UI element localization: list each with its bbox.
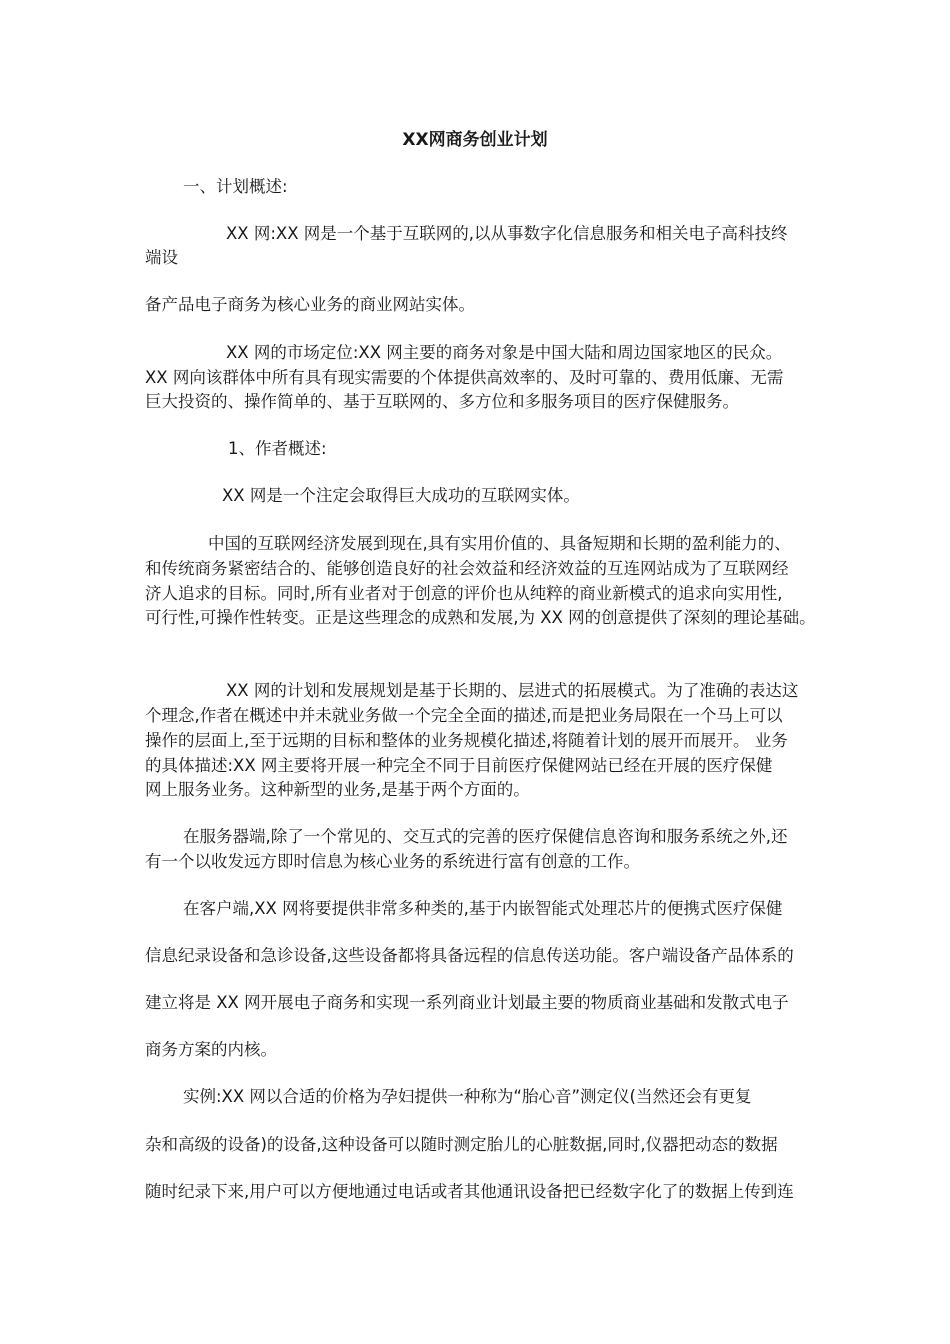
paragraph-line: 在客户端,XX 网将要提供非常多种类的,基于内嵌智能式处理芯片的便携式医疗保健 — [183, 899, 783, 918]
document-title: XX网商务创业计划 — [402, 130, 548, 150]
section-heading: 1、作者概述: — [228, 439, 327, 458]
paragraph-line: 随时纪录下来,用户可以方便地通过电话或者其他通讯设备把已经数字化了的数据上传到连 — [145, 1182, 794, 1201]
paragraph-line: XX 网的市场定位:XX 网主要的商务对象是中国大陆和周边国家地区的民众。 — [226, 343, 783, 362]
paragraph-line: 巨大投资的、操作简单的、基于互联网的、多方位和多服务项目的医疗保健服务。 — [145, 392, 739, 411]
paragraph-line: 商务方案的内核。 — [145, 1040, 277, 1059]
paragraph-line: 和传统商务紧密结合的、能够创造良好的社会效益和经济效益的互连网站成为了互联网经 — [145, 559, 789, 578]
paragraph-line: XX 网向该群体中所有具有现实需要的个体提供高效率的、及时可靠的、费用低廉、无需 — [145, 368, 784, 387]
section-heading: 一、计划概述: — [183, 177, 288, 196]
paragraph-line: 在服务器端,除了一个常见的、交互式的完善的医疗保健信息咨询和服务系统之外,还 — [183, 827, 788, 846]
paragraph-line: 实例:XX 网以合适的价格为孕妇提供一种称为“胎心音”测定仪(当然还会有更复 — [183, 1087, 752, 1106]
paragraph-line: 中国的互联网经济发展到现在,具有实用价值的、具备短期和长期的盈利能力的、 — [208, 534, 791, 553]
paragraph-line: 端设 — [145, 248, 178, 267]
paragraph-line: XX 网:XX 网是一个基于互联网的,以从事数字化信息服务和相关电子高科技终 — [226, 224, 788, 243]
paragraph-line: 操作的层面上,至于远期的目标和整体的业务规模化描述,将随着计划的展开而展开。 业务 — [145, 731, 788, 750]
paragraph-line: 济人追求的目标。同时,所有业者对于创意的评价也从纯粹的商业新模式的追求向实用性, — [145, 584, 783, 603]
paragraph-line: 有一个以收发远方即时信息为核心业务的系统进行富有创意的工作。 — [145, 852, 640, 871]
paragraph-line: 网上服务业务。这种新型的业务,是基于两个方面的。 — [145, 780, 530, 799]
paragraph-line: 的具体描述:XX 网主要将开展一种完全不同于目前医疗保健网站已经在开展的医疗保健 — [145, 756, 773, 775]
paragraph-line: XX 网是一个注定会取得巨大成功的互联网实体。 — [222, 486, 580, 505]
paragraph-line: 个理念,作者在概述中并未就业务做一个完全全面的描述,而是把业务局限在一个马上可以 — [145, 706, 783, 725]
paragraph-line: 杂和高级的设备)的设备,这种设备可以随时测定胎儿的心脏数据,同时,仪器把动态的数据 — [145, 1135, 778, 1154]
paragraph-line: 信息纪录设备和急诊设备,这些设备都将具备远程的信息传送功能。客户端设备产品体系的 — [145, 946, 794, 965]
paragraph-line: 可行性,可操作性转变。正是这些理念的成熟和发展,为 XX 网的创意提供了深刻的理论基础。 — [145, 608, 816, 627]
paragraph-line: XX 网的计划和发展规划是基于长期的、层进式的拓展模式。为了准确的表达这 — [226, 681, 799, 700]
paragraph-line: 建立将是 XX 网开展电子商务和实现一系列商业计划最主要的物质商业基础和发散式电子 — [145, 993, 789, 1012]
paragraph-line: 备产品电子商务为核心业务的商业网站实体。 — [145, 295, 475, 314]
